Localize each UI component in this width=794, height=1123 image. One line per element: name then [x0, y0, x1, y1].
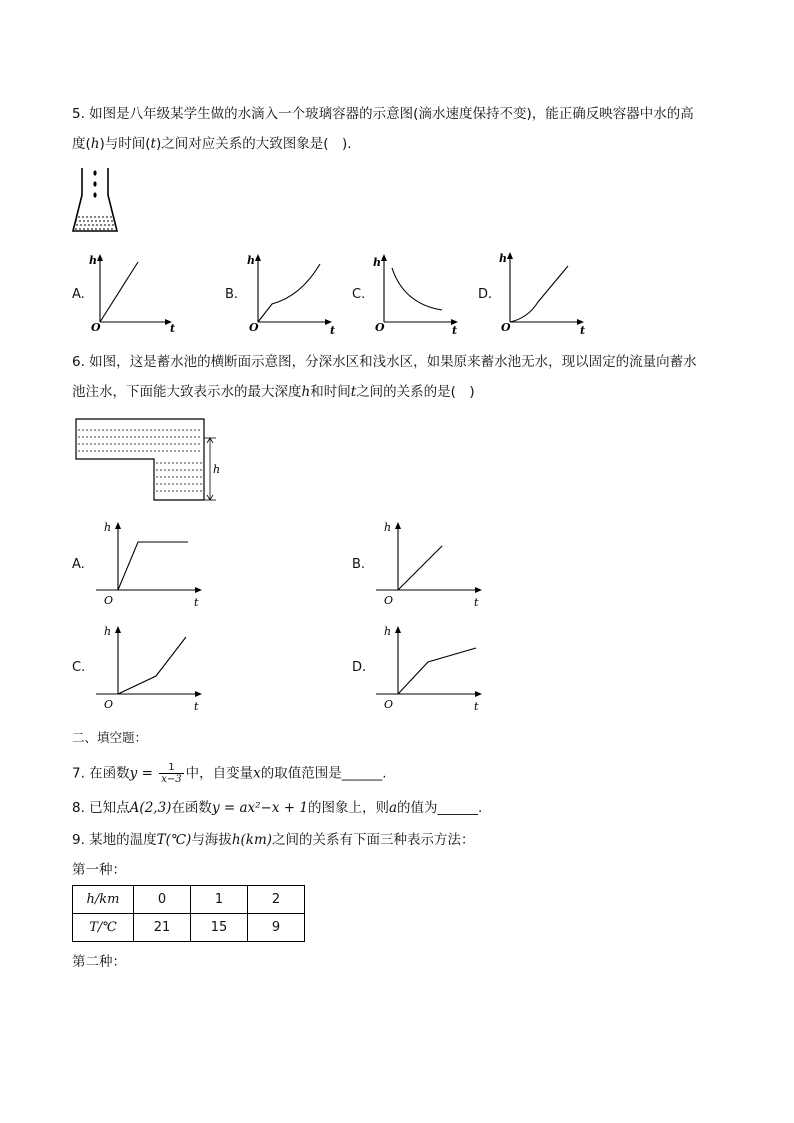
q6-option-a-label: A. — [72, 557, 85, 572]
table-cell: h/km — [73, 886, 134, 914]
q6a-origin: O — [104, 594, 114, 607]
q5c-axis-t: t — [452, 324, 458, 337]
q5-option-b-label: B. — [225, 287, 239, 302]
q8-formula: y = ax²−x + 1 — [211, 800, 308, 816]
table-cell: 9 — [248, 914, 305, 942]
q6-var-t: t — [350, 384, 357, 400]
q6b-origin: O — [384, 594, 394, 607]
q5-line1: 5. 如图是八年级某学生做的水滴入一个玻璃容器的示意图(滴水速度保持不变)，能正确反映容器中水的高 — [72, 106, 694, 122]
table-cell: 2 — [248, 886, 305, 914]
q6-graph-d — [376, 622, 488, 714]
q7-fraction — [159, 762, 183, 785]
q5b-axis-t: t — [330, 324, 336, 337]
q8-prefix: 8. 已知点 — [72, 800, 130, 816]
q8-suffix: 的值为______. — [397, 800, 483, 816]
q9-mid: 与海拔 — [191, 832, 232, 848]
q5-option-c-label: C. — [352, 287, 366, 302]
q6d-axis-h: h — [384, 625, 392, 638]
q5a-origin: O — [91, 321, 101, 334]
reservoir-diagram — [74, 418, 224, 504]
q5-graph-c — [372, 252, 462, 337]
table-cell: T/℃ — [73, 914, 134, 942]
q5b-origin: O — [249, 321, 259, 334]
table-cell: 0 — [134, 886, 191, 914]
q6-line2-c: 之间的关系的是( ) — [356, 384, 475, 400]
table-cell: 1 — [191, 886, 248, 914]
q5-graph-d — [498, 250, 590, 337]
q8-mid: 在函数 — [171, 800, 212, 816]
q9-suffix: 之间的关系有下面三种表示方法： — [272, 832, 475, 848]
q6-option-b-label: B. — [352, 557, 366, 572]
q6d-origin: O — [384, 698, 394, 711]
q5-graph-a — [88, 252, 178, 335]
q6b-axis-h: h — [384, 521, 392, 534]
q8-mid2: 的图象上，则 — [307, 800, 389, 816]
q6-option-d-label: D. — [352, 660, 367, 675]
q5d-axis-h: h — [499, 252, 507, 265]
q5a-axis-t: t — [170, 322, 176, 335]
q5-option-d-label: D. — [478, 287, 493, 302]
q6-graph-a — [96, 518, 208, 610]
q5-graph-b — [246, 252, 336, 337]
q8-point: A(2,3) — [129, 800, 172, 816]
q6c-axis-h: h — [104, 625, 112, 638]
q5a-axis-h: h — [89, 254, 97, 267]
q7-formula-lhs: y = — [129, 765, 158, 782]
q6-var-h: h — [301, 384, 311, 400]
altitude-temperature-table — [72, 885, 305, 942]
table-cell: 15 — [191, 914, 248, 942]
q5c-origin: O — [375, 321, 385, 334]
table-cell: 21 — [134, 914, 191, 942]
q6-line2-b: 和时间 — [310, 384, 351, 400]
q5-option-a-label: A. — [72, 287, 85, 302]
q6b-axis-t: t — [474, 596, 479, 609]
q8-line — [72, 798, 482, 818]
q6c-axis-t: t — [194, 700, 199, 713]
q9-h: h(km) — [231, 832, 273, 848]
q5-line2-b: )与时间( — [99, 136, 151, 152]
q7-suffix-b: 的取值范围是______. — [260, 765, 387, 782]
q5d-axis-t: t — [580, 324, 586, 337]
q5-line2-c: )之间对应关系的大致图象是( ). — [155, 136, 352, 152]
section-fill-in-title: 二、填空题： — [72, 730, 148, 745]
q7-prefix: 7. 在函数 — [72, 765, 130, 782]
q8-var-a: a — [388, 800, 398, 816]
q6c-origin: O — [104, 698, 114, 711]
q7-frac-num: 1 — [159, 762, 183, 774]
method2-label: 第二种： — [72, 954, 126, 970]
q6a-axis-t: t — [194, 596, 199, 609]
q6-graph-b — [376, 518, 488, 610]
table-row — [73, 886, 305, 914]
q6-line2 — [72, 382, 475, 402]
q5-line2 — [72, 134, 352, 154]
q7-frac-den: x−3 — [161, 774, 182, 785]
table-row — [73, 914, 305, 942]
q6-graph-c — [96, 622, 208, 714]
q9-line — [72, 830, 475, 850]
q6-line2-a: 池注水，下面能大致表示水的最大深度 — [72, 384, 302, 400]
q7-line — [72, 762, 387, 785]
q5d-origin: O — [501, 321, 511, 334]
q6-option-c-label: C. — [72, 660, 86, 675]
flask-diagram — [70, 165, 130, 237]
q9-T: T(℃) — [156, 832, 192, 848]
q9-prefix: 9. 某地的温度 — [72, 832, 157, 848]
q5b-axis-h: h — [247, 254, 255, 267]
method1-label: 第一种： — [72, 862, 126, 878]
q6d-axis-t: t — [474, 700, 479, 713]
q7-suffix-a: 中，自变量 — [185, 765, 254, 782]
q5c-axis-h: h — [373, 256, 381, 269]
q7-var-x: x — [253, 765, 261, 782]
q5-var-h: h — [90, 136, 100, 152]
q6a-axis-h: h — [104, 521, 112, 534]
q5-var-t: t — [150, 136, 156, 152]
reservoir-h-label: h — [213, 463, 221, 476]
q6-line1: 6. 如图，这是蓄水池的横断面示意图，分深水区和浅水区，如果原来蓄水池无水，现以固定的流量向蓄水 — [72, 354, 697, 370]
q5-line2-a: 度( — [72, 136, 91, 152]
